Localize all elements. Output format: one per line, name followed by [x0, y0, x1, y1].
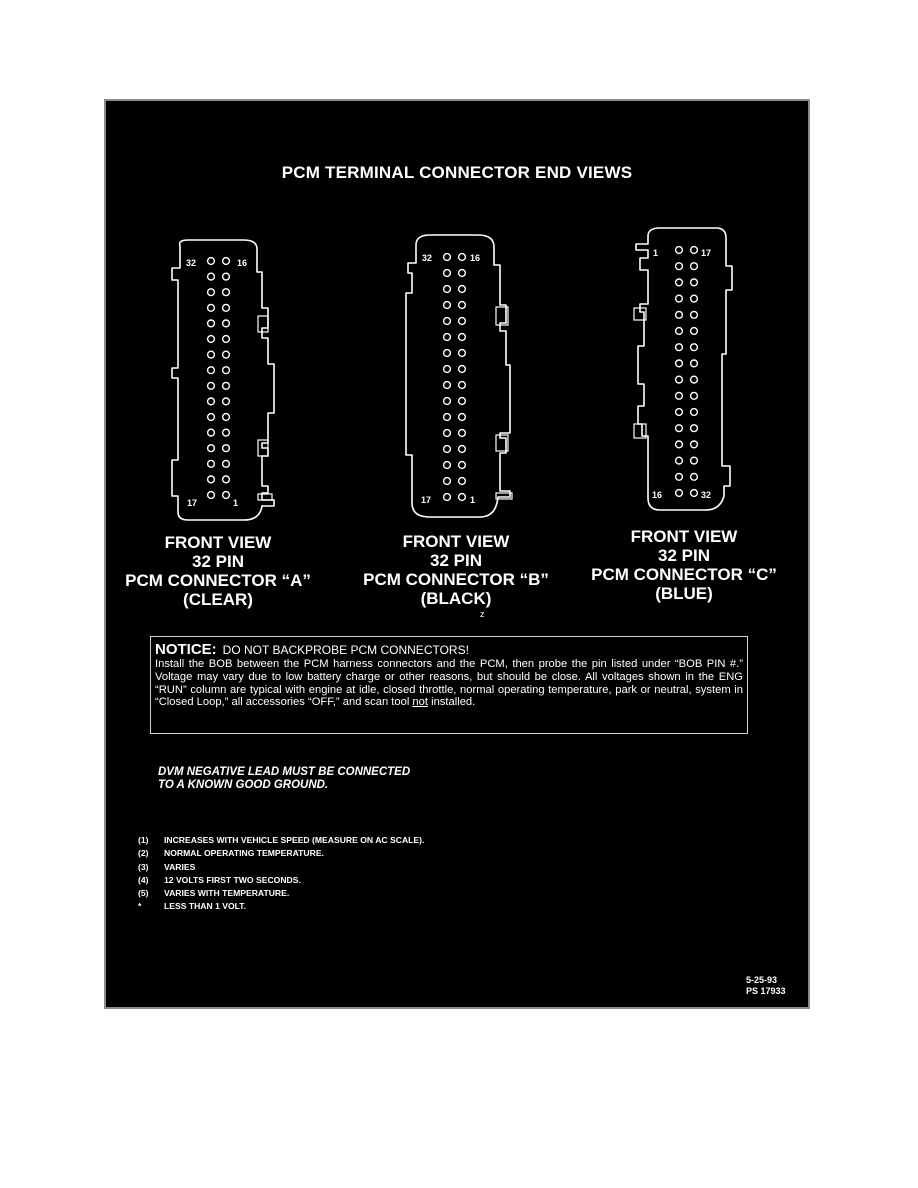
- footnote-item: [138, 887, 424, 900]
- connector-c-pin: [676, 311, 683, 318]
- notice-body-underlined: not: [412, 696, 428, 709]
- stray-mark: z: [480, 609, 485, 619]
- footnote-text: INCREASES WITH VEHICLE SPEED (MEASURE ON AC SCALE).: [164, 835, 425, 845]
- connector-c-pin: [676, 247, 683, 254]
- connector-a-label-bottom-right: 1: [233, 498, 239, 508]
- connector-c-pin: [691, 360, 698, 367]
- footnote-text: VARIES: [164, 861, 196, 872]
- connector-b-pin: [459, 398, 466, 405]
- footnote-item: [138, 834, 424, 847]
- connector-c: [620, 228, 740, 518]
- figure-code: PS 17933: [746, 986, 786, 996]
- connector-a-pin: [223, 336, 230, 343]
- connector-c-caption-view: FRONT VIEW: [630, 527, 738, 546]
- connector-a-pin: [223, 351, 230, 358]
- connector-b-pin: [444, 430, 451, 437]
- connector-b-label-bottom-left: 17: [421, 495, 432, 505]
- connector-c-shell: [636, 228, 732, 510]
- footnote-key: (3): [138, 861, 149, 872]
- connector-b-caption-color: (BLACK): [420, 589, 492, 608]
- connector-b-pin: [444, 446, 451, 453]
- connector-b-pin: [444, 414, 451, 421]
- footnote-key: (5): [138, 888, 149, 899]
- connector-a-pin: [208, 258, 215, 265]
- notice-box: [150, 636, 748, 734]
- connector-a-pin: [223, 289, 230, 296]
- connector-a-caption-name: PCM CONNECTOR “A”: [125, 571, 311, 590]
- connector-b-label-top-left: 32: [422, 253, 433, 263]
- notice-header: [155, 642, 743, 658]
- connector-c-pin: [691, 441, 698, 448]
- connector-a-caption-pins: 32 PIN: [192, 552, 244, 571]
- figure-reference: [746, 975, 786, 997]
- connector-a-pin: [208, 414, 215, 421]
- footnote-item: [138, 874, 424, 887]
- diagram-panel: [104, 99, 810, 1009]
- connector-c-pin: [676, 279, 683, 286]
- connector-c-pin: [676, 295, 683, 302]
- connector-c-pin: [676, 263, 683, 270]
- connector-b-pin: [444, 286, 451, 293]
- footnote-item: [138, 900, 424, 913]
- connector-a: [162, 238, 282, 528]
- connector-b-pin: [459, 382, 466, 389]
- connector-a-pin: [208, 398, 215, 405]
- dvm-note-line-2: TO A KNOWN GOOD GROUND.: [158, 779, 329, 791]
- connector-b-shell: [406, 235, 510, 517]
- dvm-note-line-1: DVM NEGATIVE LEAD MUST BE CONNECTED: [158, 766, 411, 778]
- connector-c-caption-pins: 32 PIN: [658, 546, 710, 565]
- connector-c-pin: [676, 328, 683, 335]
- connector-c-pin: [691, 409, 698, 416]
- connector-c-pin: [691, 344, 698, 351]
- footnote-text: LESS THAN 1 VOLT.: [164, 901, 246, 912]
- footnote-item: [138, 847, 424, 860]
- connector-c-pin: [691, 392, 698, 399]
- notice-body-end: installed.: [427, 696, 476, 709]
- connector-c-pin: [691, 457, 698, 464]
- connector-a-pin: [208, 460, 215, 467]
- connector-a-caption-view: FRONT VIEW: [164, 533, 272, 552]
- connector-c-pin: [691, 328, 698, 335]
- footnote-text: VARIES WITH TEMPERATURE.: [164, 888, 290, 899]
- connector-b-pin: [444, 382, 451, 389]
- connector-b-pin: [459, 366, 466, 373]
- connector-b-pin: [459, 462, 466, 469]
- connector-c-pin: [691, 263, 698, 270]
- connector-b-pin: [444, 398, 451, 405]
- connector-a-pin: [208, 351, 215, 358]
- connector-c-caption-color: (BLUE): [655, 584, 713, 603]
- connector-b-pin: [459, 430, 466, 437]
- notice-body-text: Install the BOB between the PCM harness connectors and the PCM, then probe the pin listed under “BOB PIN #.” Voltage may vary due to low battery charge or other reasons, but should be close. All voltages shown in the ENG “RUN” column are typical with engine at idle, closed throttle, normal operating temperature, park or neutral, system in “Closed Loop,” all accessories “OFF,” and scan tool: [155, 658, 743, 709]
- connector-b-pin: [459, 286, 466, 293]
- connector-c-caption: [574, 527, 794, 603]
- connector-c-pin: [691, 295, 698, 302]
- footnote-key: (4): [138, 874, 149, 885]
- footnote-key: (2): [138, 848, 149, 859]
- connector-c-label-top-left: 1: [653, 248, 659, 258]
- notice-label: NOTICE:: [155, 641, 217, 658]
- connector-b-pin: [444, 254, 451, 261]
- connector-a-pin: [208, 492, 215, 499]
- connector-b-caption-pins: 32 PIN: [430, 551, 482, 570]
- connector-b-pin: [459, 350, 466, 357]
- diagram-title: PCM TERMINAL CONNECTOR END VIEWS: [281, 163, 633, 182]
- connector-b-outline: [400, 233, 520, 523]
- connector-a-label-top-left: 32: [186, 258, 197, 268]
- connector-b-pin: [459, 302, 466, 309]
- connector-c-pin: [691, 311, 698, 318]
- footnote-text: NORMAL OPERATING TEMPERATURE.: [164, 848, 324, 859]
- connector-c-pin: [676, 376, 683, 383]
- connector-b-caption-view: FRONT VIEW: [402, 532, 510, 551]
- connector-a-pin: [208, 476, 215, 483]
- connector-c-pin: [691, 425, 698, 432]
- connector-c-pin: [676, 457, 683, 464]
- connector-a-pin: [223, 492, 230, 499]
- connector-b-caption-name: PCM CONNECTOR “B”: [363, 570, 549, 589]
- connector-a-pin: [223, 460, 230, 467]
- connector-c-pin: [691, 279, 698, 286]
- connector-a-pin: [223, 476, 230, 483]
- connector-c-pin: [676, 392, 683, 399]
- connector-c-pin: [676, 425, 683, 432]
- connector-c-label-bottom-left: 16: [652, 490, 663, 500]
- connector-b-pin: [459, 414, 466, 421]
- connector-a-caption-color: (CLEAR): [183, 590, 253, 609]
- connector-a-latch-0: [258, 316, 268, 332]
- connector-a-latch-2: [258, 494, 272, 500]
- connector-a-pin: [223, 304, 230, 311]
- connector-c-pin: [676, 441, 683, 448]
- connector-b-pin: [459, 446, 466, 453]
- footnote-item: [138, 861, 424, 874]
- connector-a-pin: [223, 382, 230, 389]
- connector-a-pin: [223, 367, 230, 374]
- connector-c-outline: [620, 228, 740, 518]
- connector-a-pin: [223, 273, 230, 280]
- connector-c-pin: [676, 490, 683, 497]
- connector-b-pin: [459, 254, 466, 261]
- connector-a-label-bottom-left: 17: [187, 498, 198, 508]
- connector-c-label-bottom-right: 32: [701, 490, 712, 500]
- connector-b-pin: [444, 270, 451, 277]
- notice-body: [155, 658, 743, 709]
- connector-b-pin: [459, 270, 466, 277]
- connector-a-outline: [162, 238, 282, 528]
- connector-c-pin: [691, 247, 698, 254]
- connector-a-pin: [208, 429, 215, 436]
- connector-c-pin: [676, 344, 683, 351]
- dvm-note: [158, 766, 410, 792]
- connector-c-caption-name: PCM CONNECTOR “C”: [591, 565, 777, 584]
- connector-a-pin: [208, 320, 215, 327]
- connector-a-pin: [223, 445, 230, 452]
- figure-date: 5-25-93: [746, 975, 778, 985]
- connector-c-pin: [691, 376, 698, 383]
- connector-b-pin: [444, 302, 451, 309]
- connector-b-pin: [459, 318, 466, 325]
- connector-b-pin: [459, 334, 466, 341]
- connector-b-pin: [444, 462, 451, 469]
- connector-a-pin: [208, 382, 215, 389]
- connector-c-pin: [691, 490, 698, 497]
- connector-a-pin: [223, 414, 230, 421]
- connector-a-pin: [208, 289, 215, 296]
- connector-c-pin: [676, 473, 683, 480]
- connector-c-pin: [691, 473, 698, 480]
- footnotes: [138, 834, 424, 914]
- connector-b-pin: [444, 318, 451, 325]
- connector-c-pin: [676, 409, 683, 416]
- connector-a-pin: [208, 367, 215, 374]
- connector-a-pin: [208, 445, 215, 452]
- notice-headline: DO NOT BACKPROBE PCM CONNECTORS!: [222, 643, 469, 657]
- connector-b-label-top-right: 16: [470, 253, 481, 263]
- footnote-key: (1): [138, 835, 149, 845]
- connector-b-caption: [346, 532, 566, 608]
- connector-b-pin: [459, 478, 466, 485]
- connector-a-caption: [108, 533, 328, 609]
- connector-c-label-top-right: 17: [701, 248, 712, 258]
- connector-b-pin: [444, 494, 451, 501]
- footnote-text: 12 VOLTS FIRST TWO SECONDS.: [164, 874, 301, 885]
- connector-a-pin: [223, 320, 230, 327]
- connector-b-pin: [444, 350, 451, 357]
- connector-a-pin: [223, 258, 230, 265]
- footnote-key: *: [138, 901, 142, 912]
- connector-a-pin: [208, 336, 215, 343]
- connector-a-label-top-right: 16: [237, 258, 248, 268]
- connector-a-pin: [208, 304, 215, 311]
- connector-c-pin: [676, 360, 683, 367]
- connector-a-pin: [223, 429, 230, 436]
- connector-b-pin: [459, 494, 466, 501]
- connector-b: [400, 233, 520, 523]
- connector-b-pin: [444, 334, 451, 341]
- connector-a-pin: [208, 273, 215, 280]
- connector-a-pin: [223, 398, 230, 405]
- connector-b-pin: [444, 478, 451, 485]
- connector-b-pin: [444, 366, 451, 373]
- connector-b-label-bottom-right: 1: [470, 495, 476, 505]
